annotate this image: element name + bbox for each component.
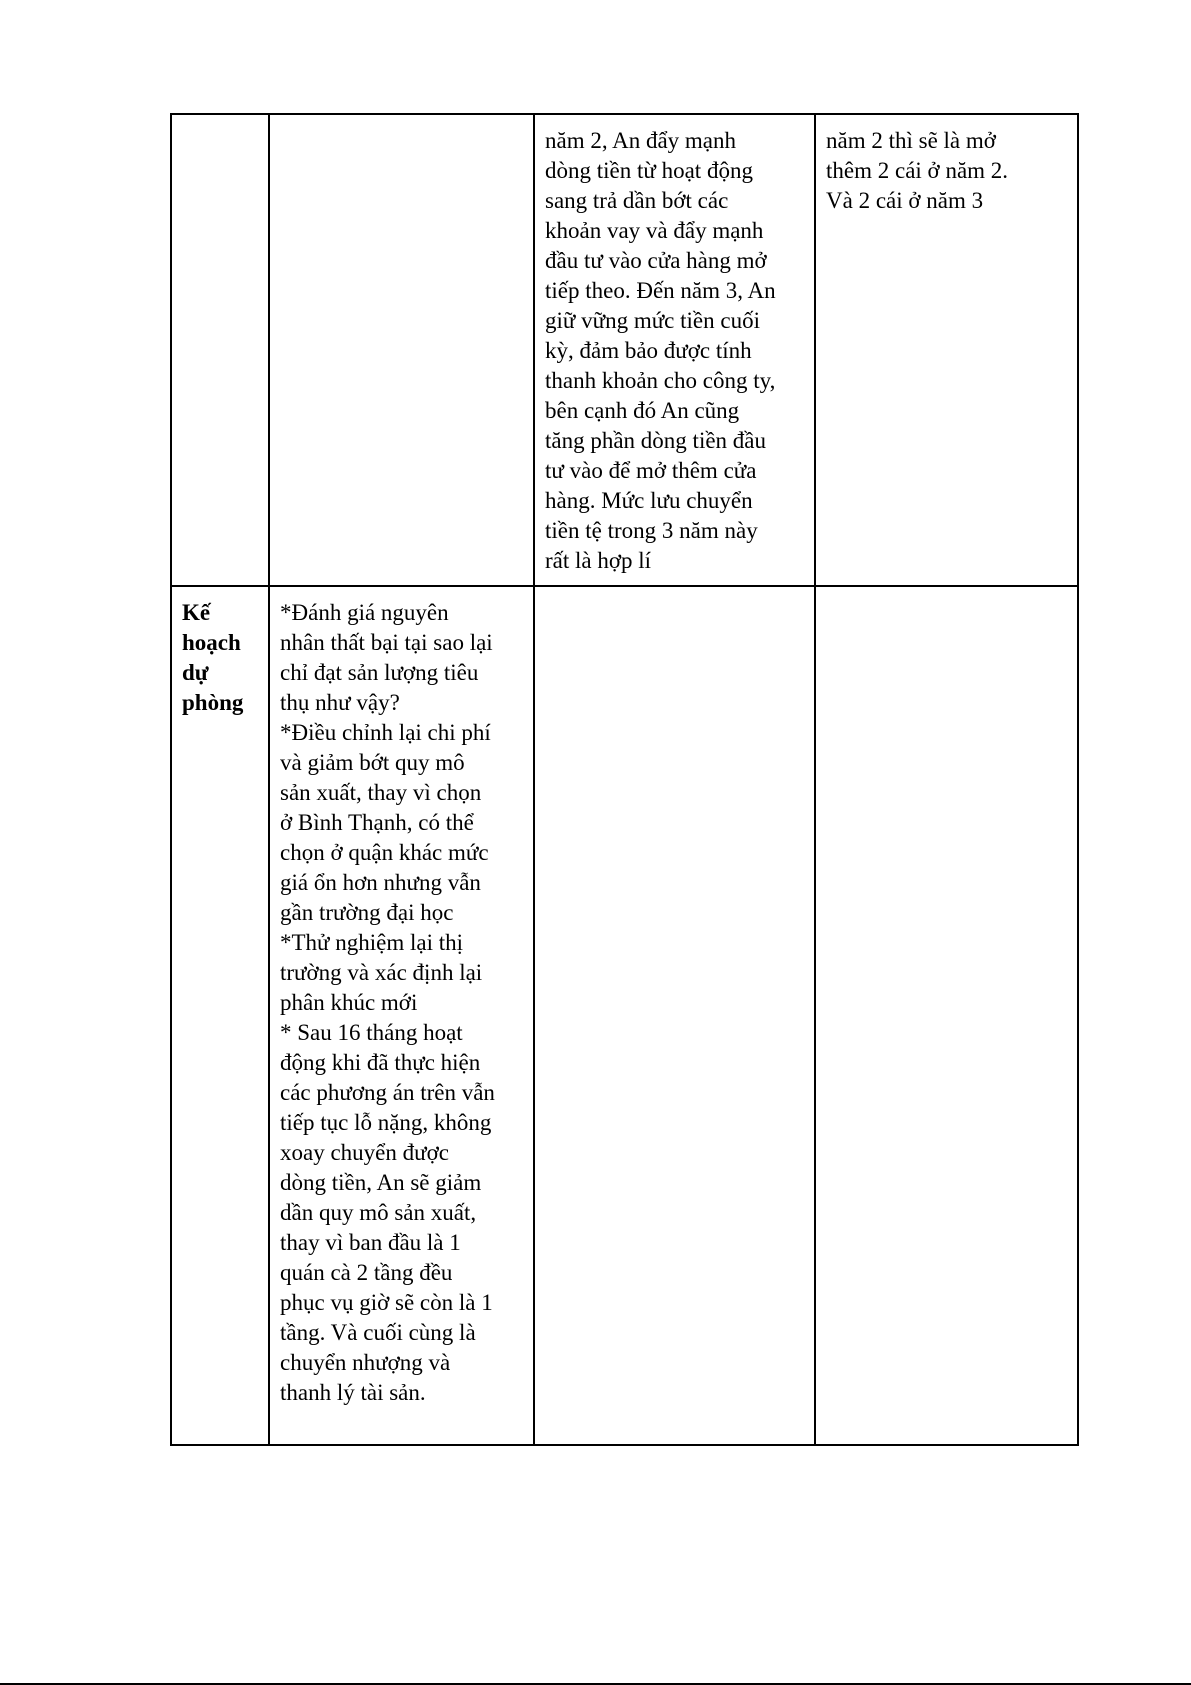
text-line: tiếp tục lỗ nặng, không: [280, 1110, 492, 1135]
text-line: dòng tiền, An sẽ giảm: [280, 1170, 482, 1195]
row1-label-cell: [171, 114, 269, 586]
text-line: thêm 2 cái ở năm 2.: [826, 158, 1009, 183]
text-line: tiếp theo. Đến năm 3, An: [545, 278, 776, 303]
text-line: kỳ, đảm bảo được tính: [545, 338, 752, 363]
text-line: tăng phần dòng tiền đầu: [545, 428, 767, 453]
text-line: chuyển nhượng và: [280, 1350, 451, 1375]
text-line: *Đánh giá nguyên: [280, 600, 449, 625]
text-line: bên cạnh đó An cũng: [545, 398, 740, 423]
text-line: và giảm bớt quy mô: [280, 750, 465, 775]
contingency-plan-text: [269, 586, 534, 1445]
text-line: phân khúc mới: [280, 990, 418, 1015]
text-line: thụ như vậy?: [280, 690, 400, 715]
text-line: ở Bình Thạnh, có thể: [280, 810, 474, 835]
text-line: các phương án trên vẫn: [280, 1080, 495, 1105]
text-line: hoạch: [182, 630, 241, 655]
text-line: gần trường đại học: [280, 900, 454, 925]
text-line: năm 2, An đẩy mạnh: [545, 128, 736, 153]
text-line: tiền tệ trong 3 năm này: [545, 518, 758, 543]
row2-col3-cell: [534, 586, 815, 1445]
row1-col4-cell: [815, 114, 1078, 586]
text-line: Và 2 cái ở năm 3: [826, 188, 984, 213]
table-row: [171, 586, 1078, 1445]
text-line: chỉ đạt sản lượng tiêu: [280, 660, 479, 685]
text-line: thay vì ban đầu là 1: [280, 1230, 461, 1255]
text-line: chọn ở quận khác mức: [280, 840, 489, 865]
text-line: năm 2 thì sẽ là mở: [826, 128, 996, 153]
text-line: nhân thất bại tại sao lại: [280, 630, 493, 655]
text-line: sang trả dần bớt các: [545, 188, 729, 213]
text-line: *Điều chỉnh lại chi phí: [280, 720, 491, 745]
text-line: xoay chuyển được: [280, 1140, 449, 1165]
contingency-plan-label: [171, 586, 269, 1445]
text-line: thanh lý tài sản.: [280, 1380, 426, 1405]
text-line: đầu tư vào cửa hàng mở: [545, 248, 767, 273]
text-line: Kế: [182, 600, 211, 625]
text-line: quán cà 2 tầng đều: [280, 1260, 453, 1285]
text-line: tư vào để mở thêm cửa: [545, 458, 757, 483]
text-line: giá ổn hơn nhưng vẫn: [280, 870, 481, 895]
text-line: hàng. Mức lưu chuyển: [545, 488, 753, 513]
text-line: giữ vững mức tiền cuối: [545, 308, 760, 333]
plan-table: [170, 113, 1079, 1446]
row1-col3-cell: [534, 114, 815, 586]
row2-col4-cell: [815, 586, 1078, 1445]
table-row: [171, 114, 1078, 586]
text-line: thanh khoản cho công ty,: [545, 368, 776, 393]
text-line: tầng. Và cuối cùng là: [280, 1320, 476, 1345]
text-line: phục vụ giờ sẽ còn là 1: [280, 1290, 493, 1315]
text-line: *Thử nghiệm lại thị: [280, 930, 464, 955]
text-line: động khi đã thực hiện: [280, 1050, 481, 1075]
row1-col2-cell: [269, 114, 534, 586]
text-line: dự: [182, 660, 209, 685]
text-line: sản xuất, thay vì chọn: [280, 780, 482, 805]
text-line: trường và xác định lại: [280, 960, 483, 985]
text-line: * Sau 16 tháng hoạt: [280, 1020, 463, 1045]
text-line: phòng: [182, 690, 244, 715]
text-line: khoản vay và đẩy mạnh: [545, 218, 764, 243]
text-line: dần quy mô sản xuất,: [280, 1200, 477, 1225]
text-line: rất là hợp lí: [545, 548, 652, 573]
text-line: dòng tiền từ hoạt động: [545, 158, 753, 183]
